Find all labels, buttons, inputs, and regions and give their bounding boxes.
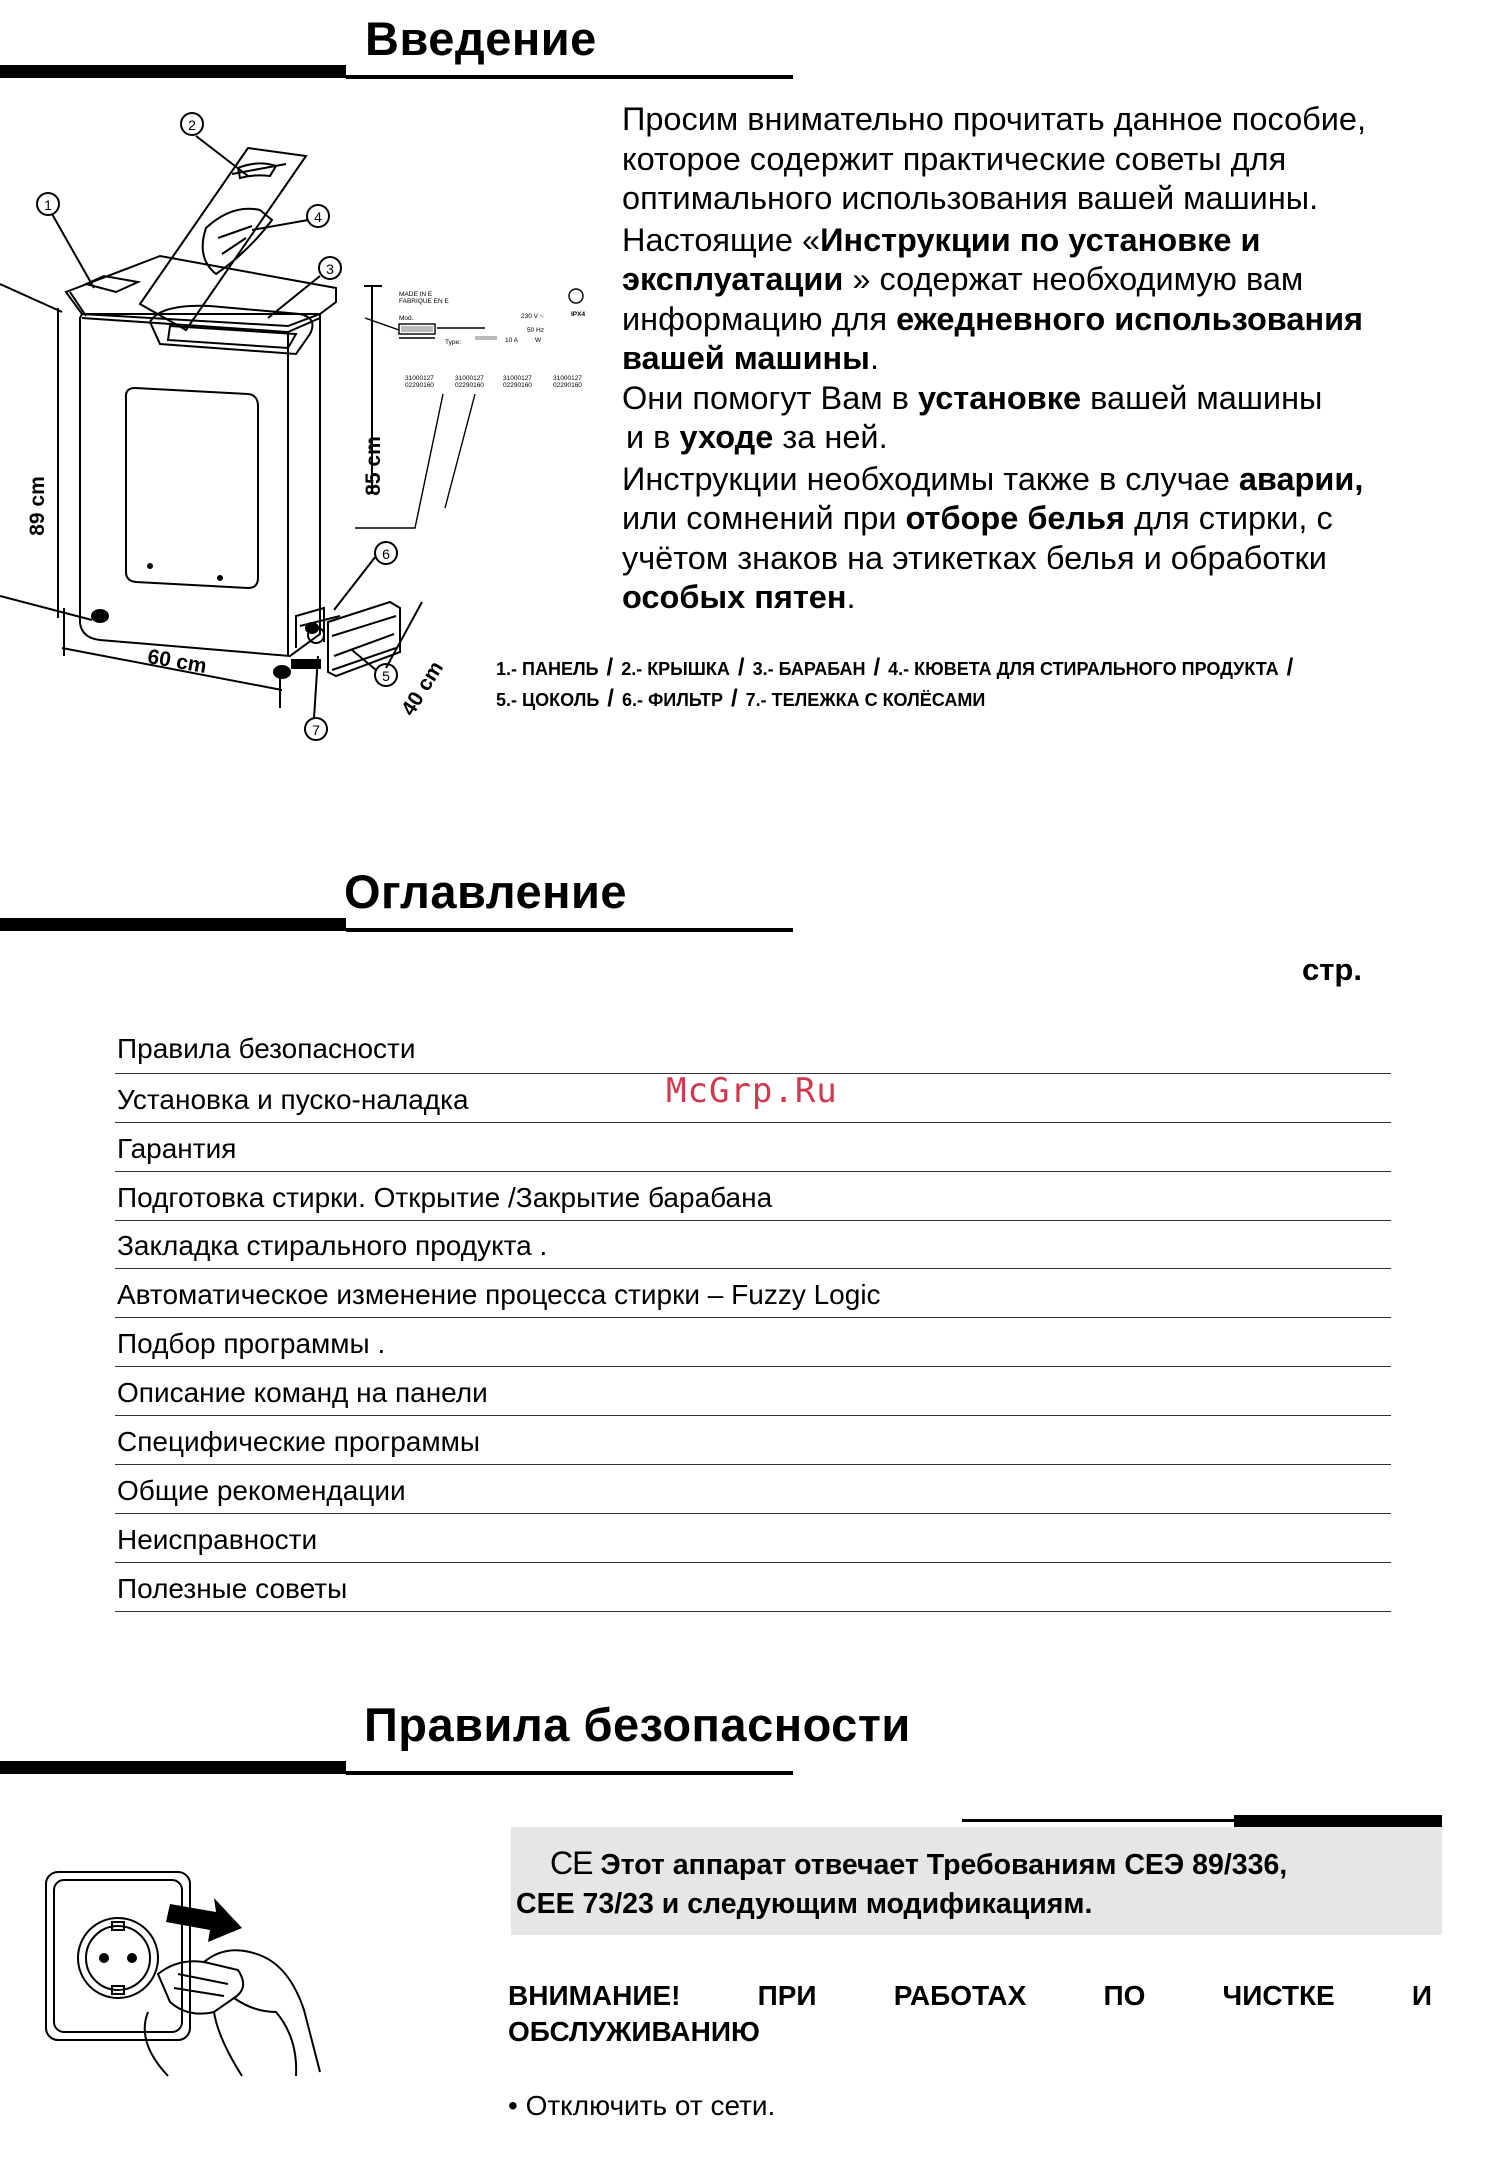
dimension-depth: 40 cm xyxy=(396,657,449,720)
callout-7: 7 xyxy=(312,722,320,738)
intro-p2-line4: вашей машины. xyxy=(622,340,879,376)
callout-6: 6 xyxy=(382,546,390,562)
unplug-illustration xyxy=(28,1862,348,2082)
ce-box-rule-thin xyxy=(962,1819,1234,1822)
intro-p3-line2: и в уходе за ней. xyxy=(626,419,888,455)
ce-compliance-text: CE Этот аппарат отвечает Требованиям СЕЭ 89/336, CEE 73/23 и следующим модификациям. xyxy=(516,1845,1288,1920)
intro-text xyxy=(622,100,1482,618)
intro-title: Введение xyxy=(365,12,597,65)
plate-model: Mod. xyxy=(399,315,414,322)
toc-list xyxy=(115,1025,1391,1612)
toc-item[interactable]: Установка и пуско-наладка xyxy=(115,1074,1391,1123)
plate-code-b-2: 02290160 xyxy=(455,382,484,389)
plate-code-b-4: 02290160 xyxy=(553,382,582,389)
toc-item[interactable]: Специфические программы xyxy=(115,1416,1391,1465)
callout-3: 3 xyxy=(326,261,334,277)
toc-heading-rule-thick xyxy=(0,918,346,931)
plate-code-b-1: 02290160 xyxy=(405,382,434,389)
rating-plate xyxy=(355,282,605,572)
toc-heading-rule-thin xyxy=(346,928,793,932)
toc-item[interactable]: Закладка стирального продукта . xyxy=(115,1221,1391,1270)
plate-code-a-2: 31000127 xyxy=(455,375,484,382)
intro-p1-line3: оптимального использования вашей машины. xyxy=(622,180,1319,216)
toc-item[interactable]: Подбор программы . xyxy=(115,1318,1391,1367)
intro-p4-line3: учётом знаков на этикетках белья и обработки xyxy=(622,539,1327,576)
dimension-width: 60 cm xyxy=(145,645,209,679)
toc-item[interactable]: Описание команд на панели xyxy=(115,1367,1391,1416)
parts-legend-line2: 5.- ЦОКОЛЬ / 6.- ФИЛЬТР / 7.- ТЕЛЕЖКА С КОЛЁСАМИ xyxy=(496,685,986,712)
plate-code-a-1: 31000127 xyxy=(405,375,434,382)
legend-item-plinth: 5.- ЦОКОЛЬ xyxy=(496,690,600,710)
parts-legend-line1: 1.- ПАНЕЛЬ / 2.- КРЫШКА / 3.- БАРАБАН / 4.- КЮВЕТА ДЛЯ СТИРАЛЬНОГО ПРОДУКТА / xyxy=(496,654,1294,681)
plate-power: W xyxy=(535,337,542,344)
plate-made-in: MADE IN E xyxy=(399,291,433,298)
safety-heading-rule-thick xyxy=(0,1761,346,1774)
intro-p3-line1: Они помогут Вам в установке вашей машины xyxy=(622,379,1323,416)
intro-p2-line2: эксплуатации » содержат необходимую вам xyxy=(622,261,1304,297)
toc-item[interactable]: Подготовка стирки. Открытие /Закрытие барабана xyxy=(115,1172,1391,1221)
intro-p4-line2: или сомнений при отборе белья для стирки, с xyxy=(622,500,1333,536)
toc-page-header: стр. xyxy=(1302,952,1362,987)
unplug-instruction: • Отключить от сети. xyxy=(508,2090,776,2121)
legend-item-lid: 2.- КРЫШКА xyxy=(621,659,730,679)
plate-voltage: 230 V ~ xyxy=(521,313,544,320)
toc-item[interactable]: Гарантия xyxy=(115,1123,1391,1172)
ce-box-rule-thick xyxy=(1234,1815,1442,1827)
plate-ipx: IPX4 xyxy=(571,311,586,318)
legend-item-filter: 6.- ФИЛЬТР xyxy=(621,690,723,710)
dimension-height-body: 85 cm xyxy=(362,436,385,496)
cleaning-warning: ВНИМАНИЕ! ПРИ РАБОТАХ ПО ЧИСТКЕ И ОБСЛУЖИВАНИЮ xyxy=(508,1980,1432,2047)
safety-title: Правила безопасности xyxy=(364,1698,911,1751)
intro-p4-line1: Инструкции необходимы также в случае аварии, xyxy=(622,460,1364,497)
legend-item-dispenser: 4.- КЮВЕТА ДЛЯ СТИРАЛЬНОГО ПРОДУКТА xyxy=(888,659,1279,679)
plate-fabrique: FABRIQUE EN E xyxy=(399,298,449,305)
intro-heading-rule-thick xyxy=(0,65,346,78)
toc-item[interactable]: Автоматическое изменение процесса стирки – Fuzzy Logic xyxy=(115,1269,1391,1318)
toc-item[interactable]: Полезные советы xyxy=(115,1563,1391,1612)
intro-p1-line1: Просим внимательно прочитать данное пособие, xyxy=(622,101,1367,137)
legend-item-drum: 3.- БАРАБАН xyxy=(752,659,866,679)
plate-frequency: 50 Hz xyxy=(527,327,544,334)
callout-5: 5 xyxy=(382,668,390,684)
toc-item[interactable]: Правила безопасности xyxy=(115,1025,1391,1074)
toc-item[interactable]: Неисправности xyxy=(115,1514,1391,1563)
plate-code-b-3: 02290160 xyxy=(503,382,532,389)
toc-title: Оглавление xyxy=(344,865,628,918)
intro-p2-line3: информацию для ежедневного использования xyxy=(622,300,1364,337)
callout-2: 2 xyxy=(188,117,196,133)
plate-code-a-4: 31000127 xyxy=(553,375,582,382)
intro-heading-rule-thin xyxy=(346,75,793,79)
watermark: McGrp.Ru xyxy=(666,1071,838,1111)
legend-item-panel: 1.- ПАНЕЛЬ xyxy=(496,659,599,679)
plate-current: 10 A xyxy=(505,337,519,344)
legend-item-trolley: 7.- ТЕЛЕЖКА С КОЛЁСАМИ xyxy=(745,690,986,710)
ce-mark-icon: CE xyxy=(550,1845,593,1881)
callout-1: 1 xyxy=(44,197,52,213)
toc-item[interactable]: Общие рекомендации xyxy=(115,1465,1391,1514)
plate-type: Type: xyxy=(445,339,461,346)
callout-4: 4 xyxy=(314,209,322,225)
plate-code-a-3: 31000127 xyxy=(503,375,532,382)
safety-heading-rule-thin xyxy=(346,1771,793,1775)
intro-p4-line4: особых пятен. xyxy=(622,579,856,615)
intro-p1-line2: которое содержит практические советы для xyxy=(622,140,1287,177)
intro-p2-line1: Настоящие «Инструкции по установке и xyxy=(622,221,1261,258)
dimension-height-total: 89 cm xyxy=(26,476,49,536)
